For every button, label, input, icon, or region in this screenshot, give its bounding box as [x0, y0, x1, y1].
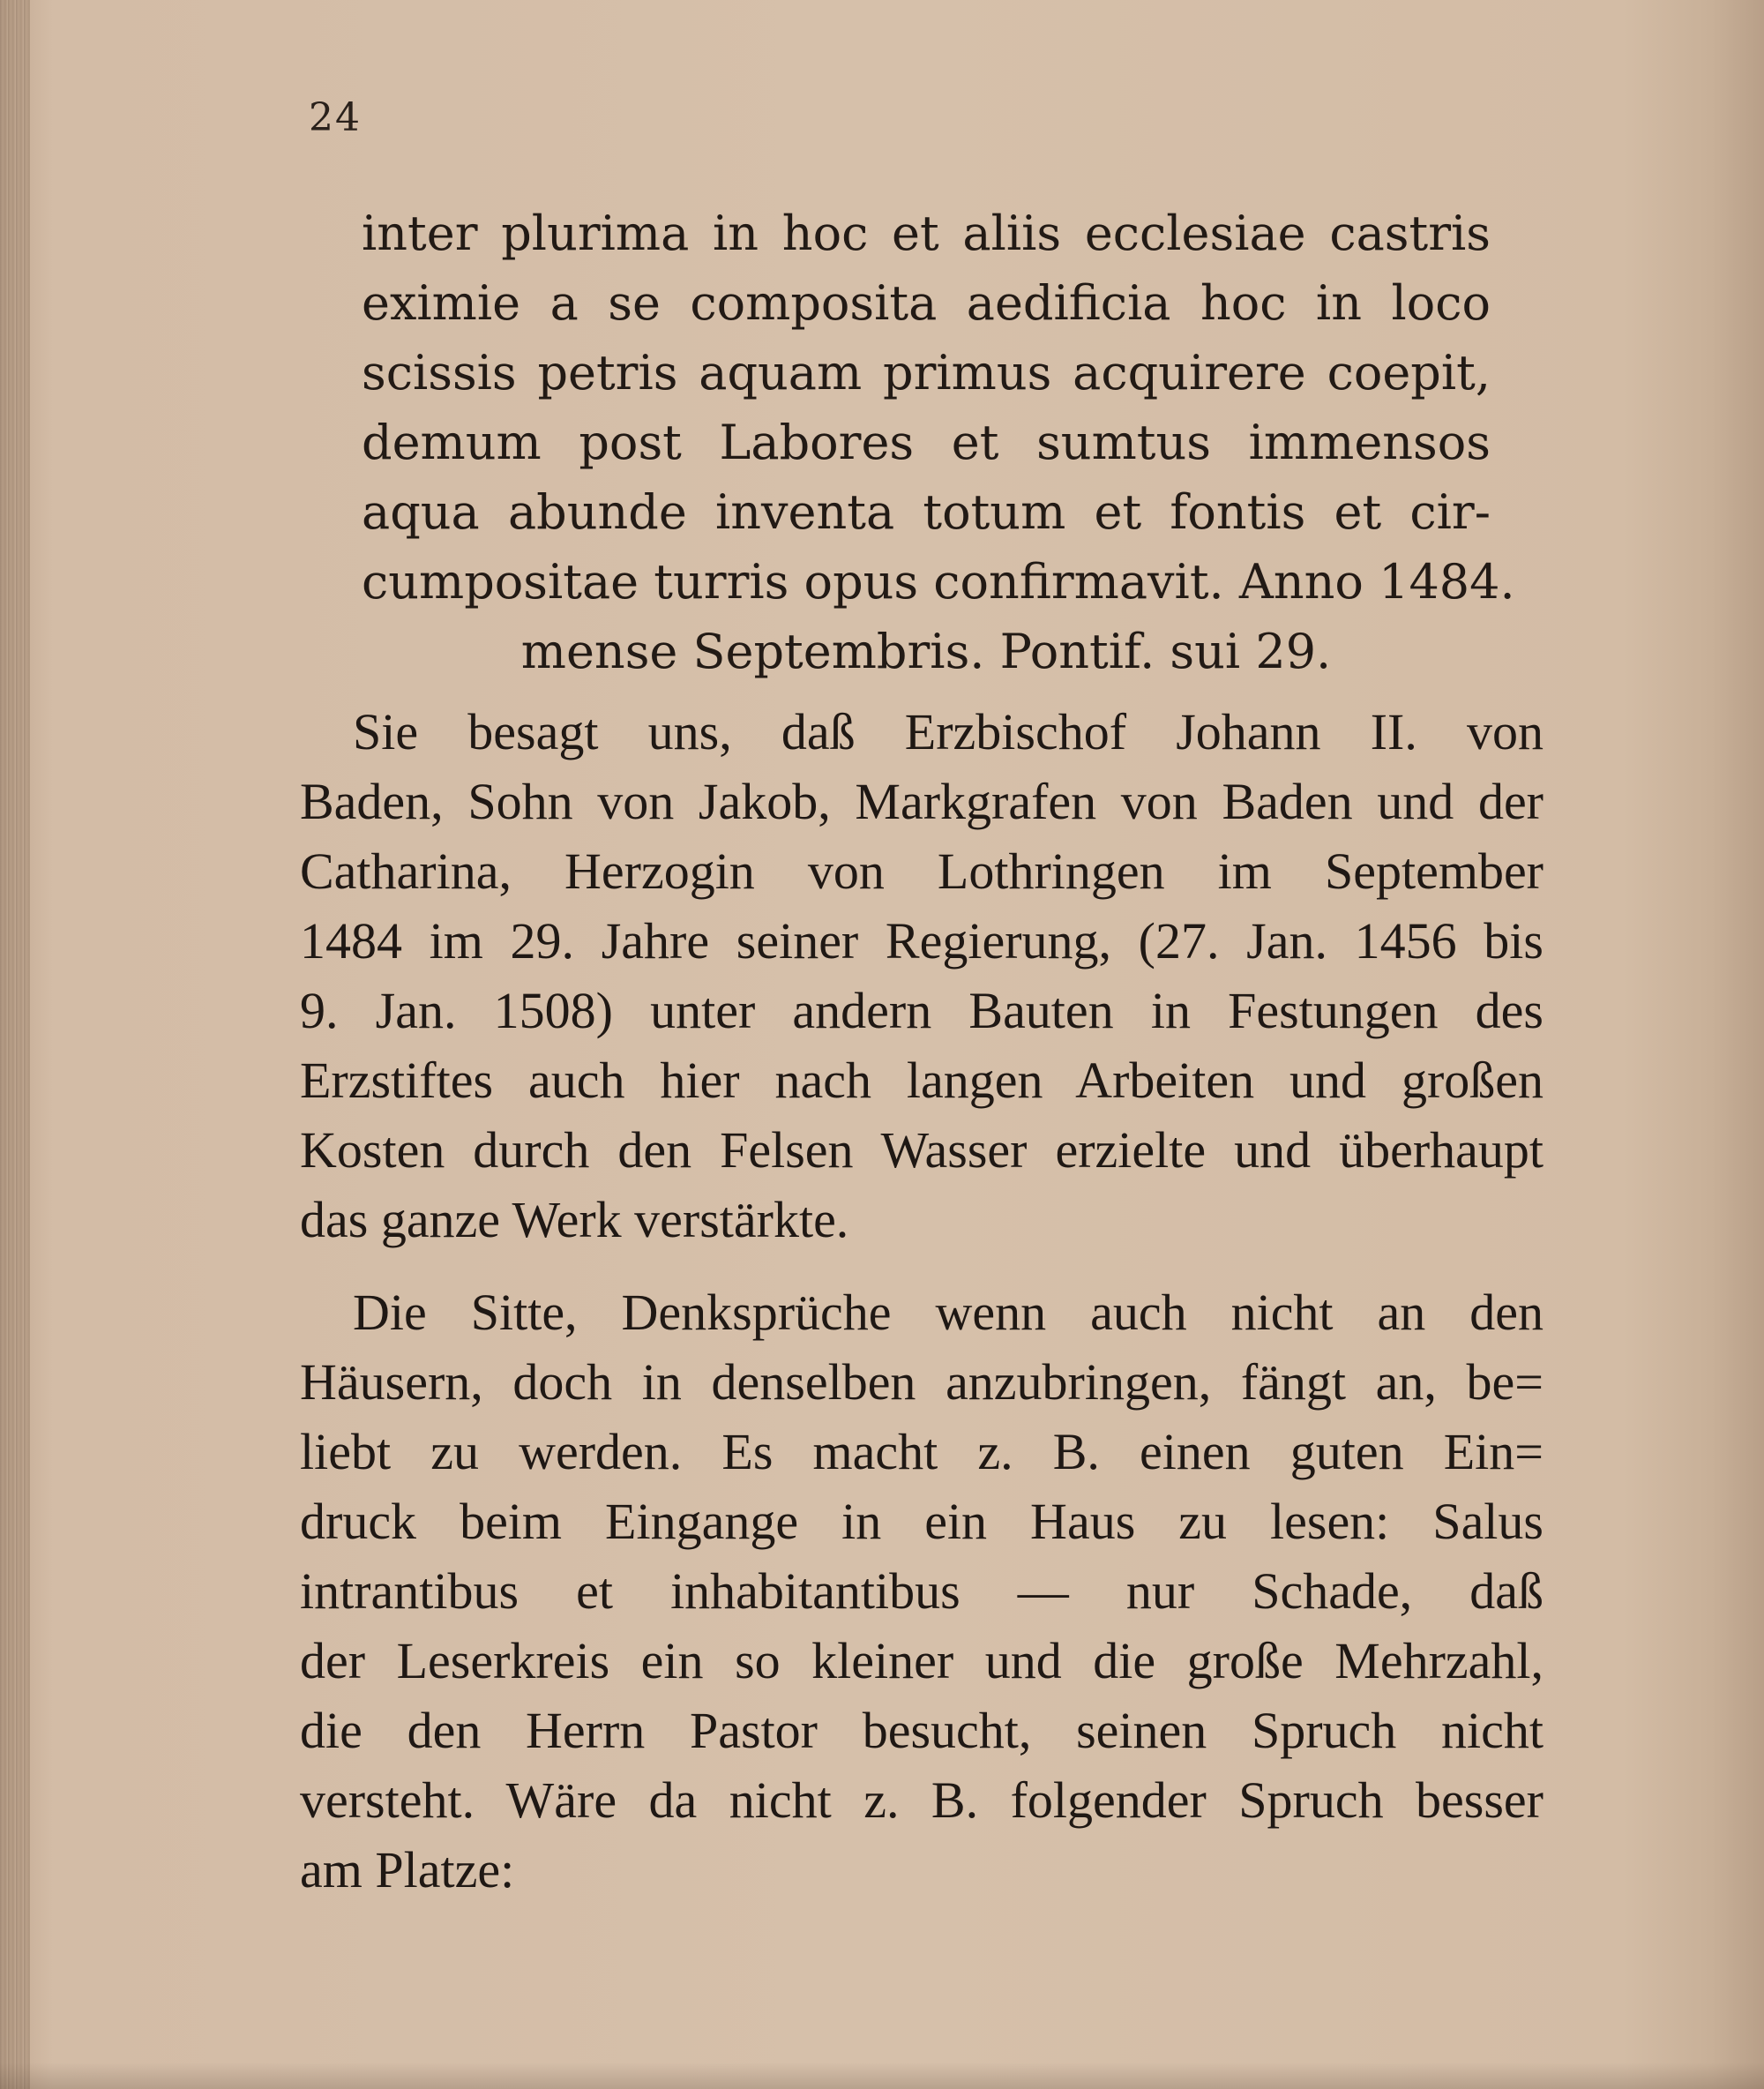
- text-line: intrantibus et inhabitantibus — nur Schade, daß: [300, 1562, 1544, 1620]
- text-line: Die Sitte, Denksprüche wenn auch nicht an den: [353, 1284, 1544, 1341]
- inscription-line: mense Septembris. Pontif. sui 29.: [520, 624, 1332, 679]
- inscription-line: scissis petris aquam primus acquirere coepit,: [362, 345, 1491, 401]
- inscription-line: cumpositae turris opus confirmavit. Anno 1484.: [362, 554, 1515, 610]
- text-line: Kosten durch den Felsen Wasser erzielte und überhaupt: [300, 1121, 1544, 1179]
- page-number: 24: [309, 95, 362, 140]
- text-line: Häusern, doch in denselben anzubringen, fängt an, be=: [300, 1353, 1544, 1411]
- text-line: der Leserkreis ein so kleiner und die große Mehrzahl,: [300, 1632, 1544, 1689]
- text-line: 9. Jan. 1508) unter andern Bauten in Festungen des: [300, 982, 1544, 1039]
- paragraph-1: [300, 697, 1544, 1254]
- paragraph-2: [300, 1277, 1544, 1905]
- inscription-line: aqua abunde inventa totum et fontis et cir-: [362, 484, 1491, 540]
- text-line: die den Herrn Pastor besucht, seinen Spruch nicht: [300, 1702, 1544, 1759]
- text-line: Erzstiftes auch hier nach langen Arbeiten und großen: [300, 1052, 1544, 1109]
- text-line: das ganze Werk verstärkte.: [300, 1191, 849, 1248]
- text-line: 1484 im 29. Jahre seiner Regierung, (27. Jan. 1456 bis: [300, 912, 1544, 970]
- text-line: Baden, Sohn von Jakob, Markgrafen von Baden und der: [300, 773, 1544, 830]
- text-line: am Platze:: [300, 1841, 515, 1898]
- text-line: druck beim Eingange in ein Haus zu lesen: Salus: [300, 1493, 1544, 1550]
- text-line: versteht. Wäre da nicht z. B. folgender Spruch besser: [300, 1771, 1544, 1829]
- inscription-line: eximie a se composita aedificia hoc in loco: [362, 275, 1491, 331]
- latin-inscription: [362, 198, 1515, 686]
- inscription-line: inter plurima in hoc et aliis ecclesiae castris: [362, 206, 1491, 261]
- text-line: liebt zu werden. Es macht z. B. einen guten Ein=: [300, 1423, 1544, 1480]
- inscription-line: demum post Labores et sumtus immensos: [362, 415, 1491, 470]
- text-line: Catharina, Herzogin von Lothringen im September: [300, 842, 1544, 900]
- text-line: Sie besagt uns, daß Erzbischof Johann II. von: [353, 703, 1544, 760]
- body-text: [300, 697, 1544, 1905]
